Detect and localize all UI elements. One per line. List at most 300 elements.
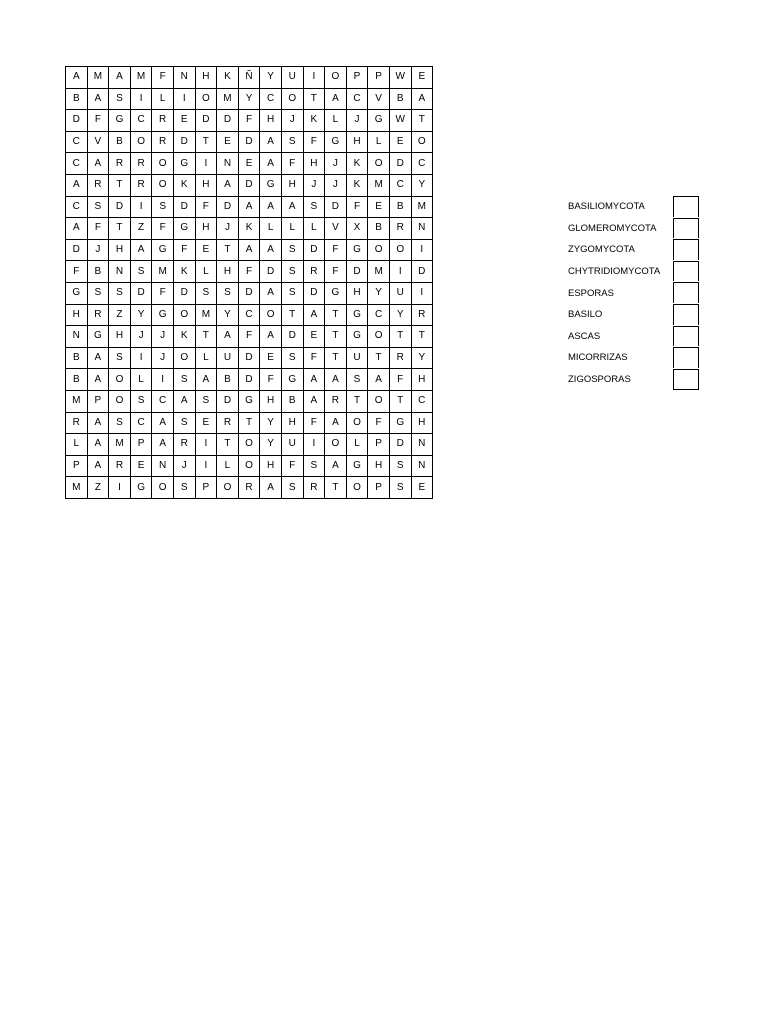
grid-cell[interactable]: C	[260, 88, 282, 110]
grid-cell[interactable]: F	[87, 218, 109, 240]
grid-cell[interactable]: W	[389, 110, 411, 132]
grid-cell[interactable]: O	[325, 434, 347, 456]
grid-cell[interactable]: B	[66, 347, 88, 369]
grid-cell[interactable]: O	[238, 455, 260, 477]
grid-cell[interactable]: I	[303, 434, 325, 456]
grid-cell[interactable]: O	[130, 131, 152, 153]
grid-cell[interactable]: D	[66, 239, 88, 261]
grid-cell[interactable]: D	[411, 261, 433, 283]
grid-cell[interactable]: O	[389, 239, 411, 261]
grid-cell[interactable]: H	[109, 239, 131, 261]
grid-cell[interactable]: H	[281, 412, 303, 434]
grid-cell[interactable]: R	[87, 304, 109, 326]
grid-cell[interactable]: G	[346, 304, 368, 326]
grid-cell[interactable]: Ñ	[238, 67, 260, 89]
grid-cell[interactable]: Y	[260, 434, 282, 456]
grid-cell[interactable]: D	[173, 282, 195, 304]
grid-cell[interactable]: R	[152, 110, 174, 132]
grid-cell[interactable]: F	[368, 412, 390, 434]
grid-cell[interactable]: L	[260, 218, 282, 240]
grid-cell[interactable]: F	[238, 261, 260, 283]
grid-cell[interactable]: D	[303, 239, 325, 261]
grid-cell[interactable]: R	[130, 174, 152, 196]
grid-cell[interactable]: A	[260, 196, 282, 218]
grid-cell[interactable]: T	[281, 304, 303, 326]
grid-cell[interactable]: L	[325, 110, 347, 132]
grid-cell[interactable]: F	[281, 455, 303, 477]
grid-cell[interactable]: B	[87, 261, 109, 283]
grid-cell[interactable]: H	[281, 174, 303, 196]
grid-cell[interactable]: R	[303, 477, 325, 499]
grid-cell[interactable]: E	[195, 239, 217, 261]
grid-cell[interactable]: F	[346, 196, 368, 218]
grid-cell[interactable]: D	[195, 110, 217, 132]
grid-cell[interactable]: A	[87, 434, 109, 456]
grid-cell[interactable]: D	[238, 174, 260, 196]
word-checkbox[interactable]	[673, 326, 699, 347]
grid-cell[interactable]: P	[87, 390, 109, 412]
grid-cell[interactable]: M	[195, 304, 217, 326]
grid-cell[interactable]: A	[303, 304, 325, 326]
grid-cell[interactable]: C	[368, 304, 390, 326]
grid-cell[interactable]: A	[87, 369, 109, 391]
grid-cell[interactable]: T	[411, 110, 433, 132]
grid-cell[interactable]: I	[130, 196, 152, 218]
grid-cell[interactable]: A	[325, 369, 347, 391]
grid-cell[interactable]: K	[303, 110, 325, 132]
grid-cell[interactable]: H	[66, 304, 88, 326]
grid-cell[interactable]: N	[109, 261, 131, 283]
grid-cell[interactable]: T	[368, 347, 390, 369]
word-checkbox[interactable]	[673, 347, 699, 368]
grid-cell[interactable]: G	[389, 412, 411, 434]
grid-cell[interactable]: A	[195, 369, 217, 391]
grid-cell[interactable]: T	[303, 88, 325, 110]
grid-cell[interactable]: O	[109, 369, 131, 391]
grid-cell[interactable]: S	[303, 196, 325, 218]
grid-cell[interactable]: U	[281, 67, 303, 89]
grid-cell[interactable]: O	[238, 434, 260, 456]
grid-cell[interactable]: N	[152, 455, 174, 477]
grid-cell[interactable]: O	[195, 88, 217, 110]
grid-cell[interactable]: K	[173, 174, 195, 196]
grid-cell[interactable]: J	[325, 174, 347, 196]
grid-cell[interactable]: D	[130, 282, 152, 304]
grid-cell[interactable]: A	[325, 455, 347, 477]
grid-cell[interactable]: D	[238, 369, 260, 391]
grid-cell[interactable]: F	[173, 239, 195, 261]
grid-cell[interactable]: S	[109, 88, 131, 110]
grid-cell[interactable]: G	[152, 239, 174, 261]
grid-cell[interactable]: M	[217, 88, 239, 110]
grid-cell[interactable]: G	[109, 110, 131, 132]
grid-cell[interactable]: P	[66, 455, 88, 477]
grid-cell[interactable]: I	[152, 369, 174, 391]
grid-cell[interactable]: G	[130, 477, 152, 499]
grid-cell[interactable]: Y	[368, 282, 390, 304]
grid-cell[interactable]: Y	[238, 88, 260, 110]
grid-cell[interactable]: A	[87, 412, 109, 434]
grid-cell[interactable]: J	[325, 153, 347, 175]
grid-cell[interactable]: A	[87, 347, 109, 369]
grid-cell[interactable]: T	[325, 477, 347, 499]
grid-cell[interactable]: F	[152, 282, 174, 304]
grid-cell[interactable]: F	[66, 261, 88, 283]
grid-cell[interactable]: R	[87, 174, 109, 196]
grid-cell[interactable]: M	[152, 261, 174, 283]
grid-cell[interactable]: L	[346, 434, 368, 456]
grid-cell[interactable]: M	[368, 261, 390, 283]
grid-cell[interactable]: A	[87, 455, 109, 477]
grid-cell[interactable]: M	[66, 390, 88, 412]
grid-cell[interactable]: E	[389, 131, 411, 153]
grid-cell[interactable]: K	[173, 261, 195, 283]
grid-cell[interactable]: S	[109, 347, 131, 369]
grid-cell[interactable]: D	[389, 434, 411, 456]
grid-cell[interactable]: O	[325, 67, 347, 89]
grid-cell[interactable]: T	[238, 412, 260, 434]
grid-cell[interactable]: P	[130, 434, 152, 456]
grid-cell[interactable]: F	[260, 369, 282, 391]
grid-cell[interactable]: G	[66, 282, 88, 304]
grid-cell[interactable]: D	[217, 390, 239, 412]
word-checkbox[interactable]	[673, 261, 699, 282]
grid-cell[interactable]: A	[238, 239, 260, 261]
grid-cell[interactable]: V	[87, 131, 109, 153]
grid-cell[interactable]: H	[346, 131, 368, 153]
grid-cell[interactable]: I	[303, 67, 325, 89]
grid-cell[interactable]: C	[152, 390, 174, 412]
grid-cell[interactable]: F	[238, 326, 260, 348]
grid-cell[interactable]: A	[238, 196, 260, 218]
grid-cell[interactable]: D	[238, 131, 260, 153]
grid-cell[interactable]: I	[411, 282, 433, 304]
grid-cell[interactable]: S	[281, 239, 303, 261]
grid-cell[interactable]: J	[217, 218, 239, 240]
grid-cell[interactable]: G	[173, 153, 195, 175]
grid-cell[interactable]: K	[238, 218, 260, 240]
grid-cell[interactable]: D	[173, 131, 195, 153]
grid-cell[interactable]: G	[87, 326, 109, 348]
grid-cell[interactable]: O	[346, 477, 368, 499]
grid-cell[interactable]: O	[368, 326, 390, 348]
grid-cell[interactable]: A	[66, 174, 88, 196]
grid-cell[interactable]: M	[368, 174, 390, 196]
grid-cell[interactable]: H	[411, 412, 433, 434]
grid-cell[interactable]: D	[303, 282, 325, 304]
grid-cell[interactable]: L	[152, 88, 174, 110]
grid-cell[interactable]: T	[217, 434, 239, 456]
grid-cell[interactable]: A	[173, 390, 195, 412]
grid-cell[interactable]: D	[238, 347, 260, 369]
grid-cell[interactable]: S	[303, 455, 325, 477]
grid-cell[interactable]: J	[152, 326, 174, 348]
grid-cell[interactable]: A	[260, 282, 282, 304]
grid-cell[interactable]: R	[130, 153, 152, 175]
grid-cell[interactable]: C	[66, 196, 88, 218]
grid-cell[interactable]: U	[346, 347, 368, 369]
grid-cell[interactable]: E	[217, 131, 239, 153]
grid-cell[interactable]: C	[238, 304, 260, 326]
grid-cell[interactable]: T	[325, 304, 347, 326]
grid-cell[interactable]: B	[66, 369, 88, 391]
grid-cell[interactable]: R	[389, 218, 411, 240]
grid-cell[interactable]: A	[281, 196, 303, 218]
grid-cell[interactable]: T	[195, 326, 217, 348]
grid-cell[interactable]: R	[109, 455, 131, 477]
grid-cell[interactable]: G	[346, 455, 368, 477]
grid-cell[interactable]: J	[303, 174, 325, 196]
grid-cell[interactable]: D	[325, 196, 347, 218]
grid-cell[interactable]: A	[325, 88, 347, 110]
grid-cell[interactable]: B	[368, 218, 390, 240]
grid-cell[interactable]: E	[130, 455, 152, 477]
grid-cell[interactable]: S	[346, 369, 368, 391]
grid-cell[interactable]: G	[281, 369, 303, 391]
grid-cell[interactable]: J	[87, 239, 109, 261]
grid-cell[interactable]: E	[173, 110, 195, 132]
grid-cell[interactable]: S	[195, 282, 217, 304]
grid-cell[interactable]: B	[389, 196, 411, 218]
grid-cell[interactable]: N	[173, 67, 195, 89]
grid-cell[interactable]: D	[217, 196, 239, 218]
grid-cell[interactable]: J	[346, 110, 368, 132]
grid-cell[interactable]: B	[281, 390, 303, 412]
grid-cell[interactable]: J	[281, 110, 303, 132]
grid-cell[interactable]: A	[260, 326, 282, 348]
grid-cell[interactable]: I	[411, 239, 433, 261]
grid-cell[interactable]: M	[411, 196, 433, 218]
grid-cell[interactable]: S	[173, 369, 195, 391]
grid-cell[interactable]: D	[173, 196, 195, 218]
grid-cell[interactable]: F	[152, 67, 174, 89]
grid-cell[interactable]: T	[346, 390, 368, 412]
grid-cell[interactable]: O	[411, 131, 433, 153]
grid-cell[interactable]: H	[195, 67, 217, 89]
grid-cell[interactable]: L	[66, 434, 88, 456]
grid-cell[interactable]: G	[325, 282, 347, 304]
grid-cell[interactable]: Y	[130, 304, 152, 326]
grid-cell[interactable]: S	[109, 282, 131, 304]
grid-cell[interactable]: F	[281, 153, 303, 175]
grid-cell[interactable]: S	[389, 477, 411, 499]
grid-cell[interactable]: R	[217, 412, 239, 434]
grid-cell[interactable]: J	[152, 347, 174, 369]
grid-cell[interactable]: J	[173, 455, 195, 477]
grid-cell[interactable]: R	[66, 412, 88, 434]
grid-cell[interactable]: I	[130, 88, 152, 110]
grid-cell[interactable]: R	[411, 304, 433, 326]
grid-cell[interactable]: B	[66, 88, 88, 110]
grid-cell[interactable]: Y	[260, 412, 282, 434]
grid-cell[interactable]: H	[260, 390, 282, 412]
word-checkbox[interactable]	[673, 282, 699, 303]
grid-cell[interactable]: D	[109, 196, 131, 218]
grid-cell[interactable]: S	[87, 282, 109, 304]
grid-cell[interactable]: H	[260, 110, 282, 132]
grid-cell[interactable]: D	[281, 326, 303, 348]
grid-cell[interactable]: K	[346, 174, 368, 196]
grid-cell[interactable]: L	[195, 261, 217, 283]
grid-cell[interactable]: A	[66, 67, 88, 89]
grid-cell[interactable]: H	[195, 174, 217, 196]
grid-cell[interactable]: T	[389, 390, 411, 412]
grid-cell[interactable]: S	[87, 196, 109, 218]
grid-cell[interactable]: C	[346, 88, 368, 110]
grid-cell[interactable]: Y	[411, 347, 433, 369]
grid-cell[interactable]: Y	[411, 174, 433, 196]
grid-cell[interactable]: U	[389, 282, 411, 304]
grid-cell[interactable]: M	[66, 477, 88, 499]
grid-cell[interactable]: I	[195, 434, 217, 456]
grid-cell[interactable]: O	[260, 304, 282, 326]
grid-cell[interactable]: V	[325, 218, 347, 240]
grid-cell[interactable]: O	[152, 477, 174, 499]
grid-cell[interactable]: K	[173, 326, 195, 348]
grid-cell[interactable]: A	[152, 434, 174, 456]
grid-cell[interactable]: T	[325, 326, 347, 348]
grid-cell[interactable]: C	[411, 390, 433, 412]
grid-cell[interactable]: A	[130, 239, 152, 261]
word-checkbox[interactable]	[673, 304, 699, 325]
grid-cell[interactable]: A	[260, 153, 282, 175]
grid-cell[interactable]: B	[389, 88, 411, 110]
grid-cell[interactable]: B	[109, 131, 131, 153]
grid-cell[interactable]: R	[303, 261, 325, 283]
grid-cell[interactable]: K	[217, 67, 239, 89]
grid-cell[interactable]: P	[368, 67, 390, 89]
grid-cell[interactable]: X	[346, 218, 368, 240]
grid-cell[interactable]: U	[281, 434, 303, 456]
grid-cell[interactable]: A	[87, 88, 109, 110]
grid-cell[interactable]: G	[346, 239, 368, 261]
grid-cell[interactable]: H	[346, 282, 368, 304]
grid-cell[interactable]: O	[152, 174, 174, 196]
grid-cell[interactable]: S	[217, 282, 239, 304]
grid-cell[interactable]: T	[109, 174, 131, 196]
grid-cell[interactable]: O	[281, 88, 303, 110]
word-checkbox[interactable]	[673, 218, 699, 239]
grid-cell[interactable]: C	[389, 174, 411, 196]
grid-cell[interactable]: R	[173, 434, 195, 456]
grid-cell[interactable]: H	[217, 261, 239, 283]
grid-cell[interactable]: T	[195, 131, 217, 153]
word-checkbox[interactable]	[673, 369, 699, 391]
grid-cell[interactable]: A	[87, 153, 109, 175]
grid-cell[interactable]: P	[346, 67, 368, 89]
grid-cell[interactable]: Z	[109, 304, 131, 326]
grid-cell[interactable]: O	[173, 347, 195, 369]
grid-cell[interactable]: O	[109, 390, 131, 412]
grid-cell[interactable]: E	[195, 412, 217, 434]
grid-cell[interactable]: N	[217, 153, 239, 175]
grid-cell[interactable]: L	[303, 218, 325, 240]
grid-cell[interactable]: S	[173, 412, 195, 434]
grid-cell[interactable]: D	[260, 261, 282, 283]
grid-cell[interactable]: U	[217, 347, 239, 369]
grid-cell[interactable]: O	[368, 390, 390, 412]
grid-cell[interactable]: L	[368, 131, 390, 153]
grid-cell[interactable]: A	[217, 174, 239, 196]
grid-cell[interactable]: F	[389, 369, 411, 391]
grid-cell[interactable]: N	[411, 455, 433, 477]
grid-cell[interactable]: H	[109, 326, 131, 348]
grid-cell[interactable]: M	[109, 434, 131, 456]
grid-cell[interactable]: V	[368, 88, 390, 110]
grid-cell[interactable]: F	[87, 110, 109, 132]
grid-cell[interactable]: F	[195, 196, 217, 218]
grid-cell[interactable]: C	[130, 110, 152, 132]
grid-cell[interactable]: S	[281, 477, 303, 499]
grid-cell[interactable]: E	[368, 196, 390, 218]
grid-cell[interactable]: G	[368, 110, 390, 132]
grid-cell[interactable]: S	[130, 261, 152, 283]
grid-cell[interactable]: I	[173, 88, 195, 110]
grid-cell[interactable]: T	[217, 239, 239, 261]
grid-cell[interactable]: A	[260, 239, 282, 261]
grid-cell[interactable]: I	[109, 477, 131, 499]
grid-cell[interactable]: I	[389, 261, 411, 283]
grid-cell[interactable]: M	[130, 67, 152, 89]
grid-cell[interactable]: W	[389, 67, 411, 89]
grid-cell[interactable]: O	[173, 304, 195, 326]
grid-cell[interactable]: A	[325, 412, 347, 434]
grid-cell[interactable]: A	[368, 369, 390, 391]
grid-cell[interactable]: D	[346, 261, 368, 283]
grid-cell[interactable]: C	[130, 412, 152, 434]
grid-cell[interactable]: O	[368, 153, 390, 175]
grid-cell[interactable]: S	[281, 347, 303, 369]
grid-cell[interactable]: F	[325, 261, 347, 283]
grid-cell[interactable]: E	[260, 347, 282, 369]
grid-cell[interactable]: G	[238, 390, 260, 412]
grid-cell[interactable]: D	[217, 110, 239, 132]
grid-cell[interactable]: O	[346, 412, 368, 434]
grid-cell[interactable]: S	[130, 390, 152, 412]
grid-cell[interactable]: A	[217, 326, 239, 348]
grid-cell[interactable]: A	[303, 369, 325, 391]
grid-cell[interactable]: G	[173, 218, 195, 240]
grid-cell[interactable]: K	[346, 153, 368, 175]
grid-cell[interactable]: O	[368, 239, 390, 261]
grid-cell[interactable]: R	[325, 390, 347, 412]
grid-cell[interactable]: P	[368, 477, 390, 499]
grid-cell[interactable]: T	[411, 326, 433, 348]
grid-cell[interactable]: R	[238, 477, 260, 499]
grid-cell[interactable]: F	[325, 239, 347, 261]
grid-cell[interactable]: D	[389, 153, 411, 175]
grid-cell[interactable]: L	[217, 455, 239, 477]
grid-cell[interactable]: F	[238, 110, 260, 132]
grid-cell[interactable]: Z	[87, 477, 109, 499]
grid-cell[interactable]: S	[152, 196, 174, 218]
grid-cell[interactable]: S	[195, 390, 217, 412]
grid-cell[interactable]: S	[281, 131, 303, 153]
grid-cell[interactable]: R	[152, 131, 174, 153]
word-checkbox[interactable]	[673, 239, 699, 260]
grid-cell[interactable]: G	[152, 304, 174, 326]
grid-cell[interactable]: F	[152, 218, 174, 240]
grid-cell[interactable]: A	[303, 390, 325, 412]
grid-cell[interactable]: A	[152, 412, 174, 434]
grid-cell[interactable]: L	[130, 369, 152, 391]
grid-cell[interactable]: F	[303, 131, 325, 153]
grid-cell[interactable]: A	[411, 88, 433, 110]
grid-cell[interactable]: N	[411, 218, 433, 240]
grid-cell[interactable]: I	[130, 347, 152, 369]
grid-cell[interactable]: Y	[389, 304, 411, 326]
word-checkbox[interactable]	[673, 196, 699, 217]
